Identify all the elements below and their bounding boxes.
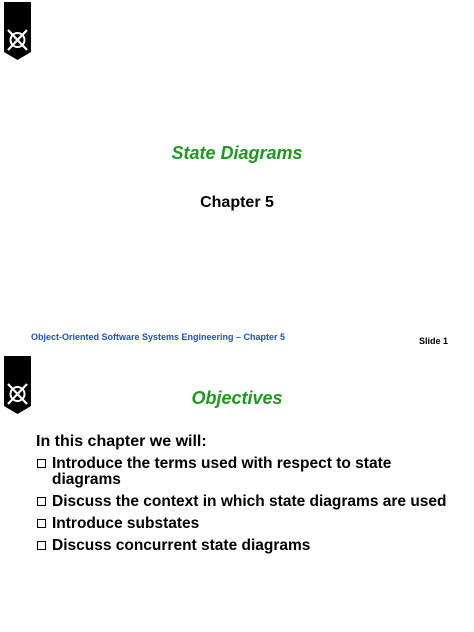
- list-item: [36, 494, 456, 510]
- list-item: [36, 516, 456, 532]
- slide-2: [0, 355, 474, 632]
- list-item-text: Introduce substates: [52, 515, 200, 532]
- list-item: [36, 538, 456, 554]
- list-item-text: Discuss the context in which state diagrams are used: [52, 493, 447, 510]
- list-item-text: Discuss concurrent state diagrams: [52, 537, 311, 554]
- slide-footer: Object-Oriented Software Systems Engineering – Chapter 5: [31, 332, 286, 342]
- slide-title: Objectives: [191, 388, 283, 408]
- checkbox-bullet-icon: [37, 541, 46, 550]
- slide-number: Slide 1: [418, 336, 448, 346]
- checkbox-bullet-icon: [37, 519, 46, 528]
- list-item-text: Introduce the terms used with respect to state diagrams: [52, 455, 392, 488]
- chapter-subtitle: Chapter 5: [200, 194, 274, 211]
- checkbox-bullet-icon: [37, 459, 46, 468]
- objectives-list: [36, 456, 456, 560]
- slide-title: State Diagrams: [171, 143, 303, 163]
- university-crest-icon: [4, 2, 31, 60]
- list-item: [36, 456, 456, 488]
- checkbox-bullet-icon: [37, 497, 46, 506]
- intro-text: In this chapter we will:: [36, 433, 207, 450]
